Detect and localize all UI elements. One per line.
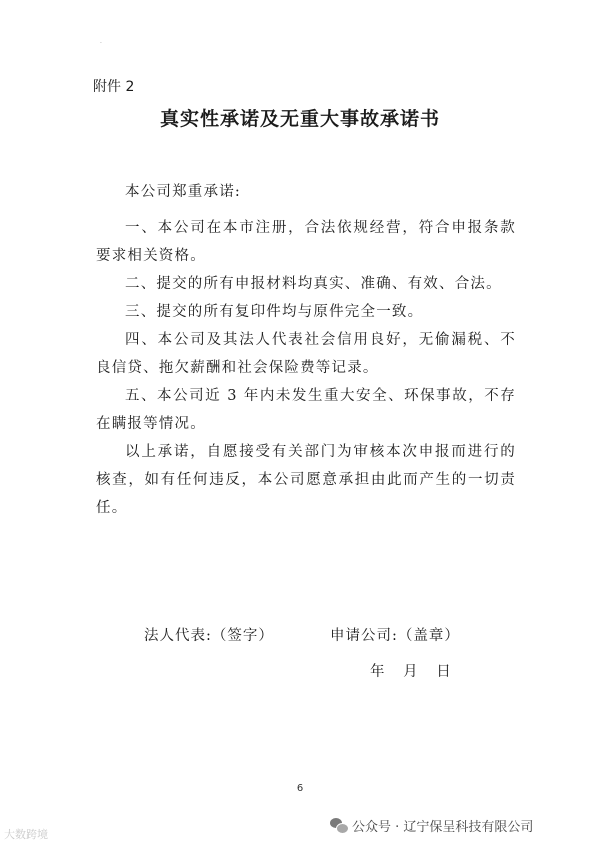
wechat-icon: [330, 818, 348, 834]
commitment-body: [96, 214, 516, 522]
page-number: 6: [296, 783, 304, 794]
paragraph-4: 四、本公司及其法人代表社会信用良好，无偷漏税、不良信贷、拖欠薪酬和社会保险费等记录。: [96, 332, 516, 376]
paragraph-2: 二、提交的所有申报材料均真实、准确、有效、合法。: [125, 276, 502, 292]
document-title: 真实性承诺及无重大事故承诺书: [159, 108, 440, 130]
paragraph-6: 以上承诺，自愿接受有关部门为审核本次申报而进行的核查，如有任何违反，本公司愿意承担由此而产生的一切责任。: [96, 444, 516, 516]
scan-mark: ·: [100, 40, 102, 47]
attachment-label: 附件 2: [93, 79, 135, 95]
date-line: 年 月 日: [370, 664, 452, 680]
footer-brand: [330, 816, 533, 835]
legal-rep-signature: 法人代表:（签字）: [144, 628, 274, 644]
brand-text: 公众号 · 辽宁保呈科技有限公司: [352, 820, 534, 835]
company-seal: 申请公司:（盖章）: [330, 628, 460, 644]
intro-text: 本公司郑重承诺:: [125, 184, 241, 200]
paragraph-5: 五、本公司近 3 年内未发生重大安全、环保事故，不存在瞒报等情况。: [96, 388, 516, 432]
watermark-text: 大数跨境: [4, 828, 48, 841]
intro-line: [96, 178, 516, 206]
paragraph-3: 三、提交的所有复印件均与原件完全一致。: [125, 304, 424, 320]
paragraph-1: 一、本公司在本市注册，合法依规经营，符合申报条款要求相关资格。: [96, 220, 516, 264]
